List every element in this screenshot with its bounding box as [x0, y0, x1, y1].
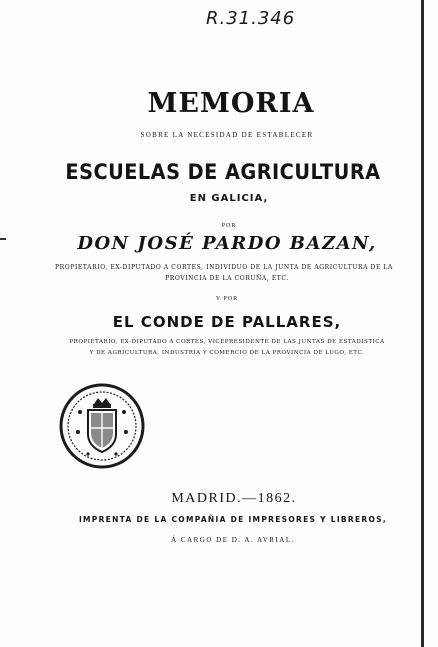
book-title: MEMORIA	[147, 88, 315, 119]
margin-mark	[0, 238, 6, 240]
main-title: ESCUELAS DE AGRICULTURA	[65, 160, 381, 184]
by-label-1: POR	[221, 223, 237, 229]
imprint-printer: IMPRENTA DE LA COMPAÑIA DE IMPRESORES Y LIBREROS,	[78, 515, 388, 524]
author-2-name: EL CONDE DE PALLARES,	[112, 313, 342, 331]
author-2-position-line: Y DE AGRICULTURA, INDUSTRIA Y COMERCIO DE LA PROVINCIA DE LUGO, ETC.	[89, 350, 365, 356]
imprint-cargo: Á CARGO DE D. A. AVRIAL.	[171, 536, 295, 544]
handwritten-shelfmark: R.31.346	[206, 8, 296, 29]
author-2-position-line: PROPIETARIO, EX-DIPUTADO A CORTES, VICEPRESIDENTE DE LAS JUNTAS DE ESTADISTICA	[69, 339, 385, 345]
imprint-place-year: MADRID.—1862.	[171, 491, 297, 506]
author-1-name: DON JOSÉ PARDO BAZAN,	[77, 233, 377, 254]
library-seal-icon	[58, 382, 146, 470]
author-1-position-line: PROPIETARIO, EX-DIPUTADO A CORTES, INDIVIDUO DE LA JUNTA DE AGRICULTURA DE LA	[55, 264, 393, 271]
main-title-place: EN GALICIA,	[189, 193, 269, 204]
author-1-position-line: PROVINCIA DE LA CORUÑA, ETC.	[165, 275, 289, 282]
subtitle-sobre: SOBRE LA NECESIDAD DE ESTABLECER	[140, 131, 314, 139]
by-label-2: Y POR	[215, 296, 239, 302]
